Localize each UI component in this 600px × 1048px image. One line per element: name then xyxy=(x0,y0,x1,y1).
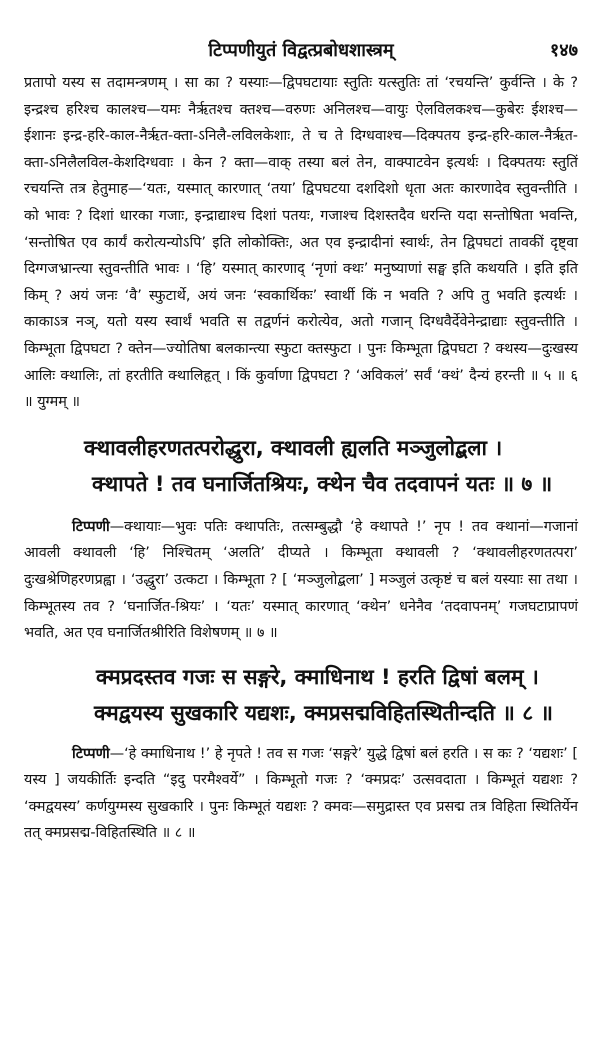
verse-7 xyxy=(24,430,578,502)
tippani-label: टिप्पणी xyxy=(72,518,110,535)
verse-8-line-2: क्मद्वयस्य सुखकारि यद्यशः, क्मप्रसद्मविहितस्थितीन्दति ॥ ८ ॥ xyxy=(94,700,554,725)
running-title: टिप्पणीयुतं विद्वत्प्रबोधशास्त्रम् xyxy=(208,40,394,61)
verse-7-line-1: क्थावलीहरणतत्परोद्धुरा, क्थावली ह्यलति मञ्जुलोद्बला । xyxy=(84,435,503,460)
verse-7-line-2: क्थापते ! तव घनार्जितश्रियः, क्थेन चैव तदवापनं यतः ॥ ७ ॥ xyxy=(92,471,553,496)
commentary-paragraph-3 xyxy=(24,741,578,847)
tippani-label: टिप्पणी xyxy=(72,745,110,762)
commentary-text: —‘हे क्माधिनाथ !’ हे नृपते ! तव स गजः ‘सङ्गरे’ युद्धे द्विषां बलं हरति । स कः ? ‘यद्यशः’ [ यस्य ] जयकीर्तिः इन्दति “इदु परमैश्वर्ये” । किम्भूतो गजः ? ‘क्मप्रदः’ उत्सवदाता । किम्भूतं यद्यशः ? ‘क्मद्वयस्य’ कर्णयुग्मस्य सुखकारि । पुनः किम्भूतं यद्यशः ? क्मवः—समुद्रास्त एव प्रसद्म तत्र विहिता स्थितिर्येन तत् क्मप्रसद्म-विहितस्थिति ॥ ८ ॥ xyxy=(24,745,578,842)
page-number: १४७ xyxy=(549,40,578,61)
commentary-text: —क्थायाः—भुवः पतिः क्थापतिः, तत्सम्बुद्धौ ‘हे क्थापते !’ नृप ! तव क्थानां—गजानां आवली क्थावली ‘हि’ निश्चितम् ‘अलति’ दीप्यते । किम्भूता क्थावली ? ‘क्थावलीहरणतत्परा’ दुःखश्रेणिहरणप्रह्वा । ‘उद्धुरा’ उत्कटा । किम्भूता ? [ ‘मञ्जुलोद्बला’ ] मञ्जुलं उत्कृष्टं च बलं यस्याः सा तथा । किम्भूतस्य तव ? ‘घनार्जित-श्रियः’ । ‘यतः’ यस्मात् कारणात् ‘क्थेन’ धनेनैव ‘तदवापनम्’ गजघटाप्रापणं भवति, अत एव घनार्जितश्रीरिति विशेषणम् ॥ ७ ॥ xyxy=(24,518,578,642)
verse-8-line-1: क्मप्रदस्तव गजः स सङ्गरे, क्माधिनाथ ! हरति द्विषां बलम् । xyxy=(96,664,539,689)
commentary-paragraph-2 xyxy=(24,514,578,647)
verse-8 xyxy=(24,659,578,731)
page-header xyxy=(24,30,578,70)
commentary-paragraph-1: प्रतापो यस्य स तदामन्त्रणम् । सा का ? यस्याः—द्विपघटायाः स्तुतिः यत्स्तुतिः तां ‘रचयन्ति’ कुर्वन्ति । के ? इन्द्रश्च हरिश्च कालश्च—यमः नैर्ऋतश्च क्तश्च—वरुणः अनिलश्च—वायुः ऐलविलकश्च—कुबेरः ईशश्च—ईशानः इन्द्र-हरि-काल-नैर्ऋत-क्ता-ऽनिलै-लविलकेशाः, ते च ते दिग्धवाश्च—दिक्पतय इन्द्र-हरि-काल-नैर्ऋत-क्ता-ऽनिलैलविल-केशदिग्धवाः । केन ? क्ता—वाक् तस्या बलं तेन, वाक्पाटवेन इत्यर्थः । दिक्पतयः स्तुतिं रचयन्ति तत्र हेतुमाह—‘यतः, यस्मात् कारणात् ‘तया’ द्विपघटया दशदिशो धृता अतः कारणादेव स्तुवन्तीति । को भावः ? दिशां धारका गजाः, इन्द्राद्याश्च दिशां पतयः, गजाश्च दिशस्तदैव धरन्ति यदा सन्तोषिता भवन्ति, ‘सन्तोषित एव कार्यं करोत्यन्योऽपि’ इति लोकोक्तिः, अत एव इन्द्रादीनां स्वार्थः, तेन द्विपघटां तावकीं दृष्ट्वा दिग्गजभ्रान्त्या स्तुवन्तीति भावः । ‘हि’ यस्मात् कारणाद् ‘नृणां क्थः’ मनुष्याणां सङ्घ इति कथयति । इति इति किम् ? अयं जनः ‘वै’ स्फुटार्थे, अयं जनः ‘स्वकार्थिकः’ स्वार्थी किं न भवति ? अपि तु भवति इत्यर्थः । काकाऽत्र नञ्, यतो यस्य स्वार्थं भवति स तद्वर्णनं करोत्येव, अतो गजान् दिग्धवैर्देवेनेन्द्राद्याः स्तुवन्तीति । किम्भूता द्विपघटा ? क्तेन—ज्योतिषा बलकान्त्या स्फुटा क्तस्फुटा । पुनः किम्भूता द्विपघटा ? क्थस्य—दुःखस्य आलिः क्थालिः, तां हरतीति क्थालिहृत् । किं कुर्वाणा द्विपघटा ? ‘अविकलं’ सर्वं ‘क्थं’ दैन्यं हरन्ती ॥ ५ ॥ ६ ॥ युग्मम् ॥ xyxy=(24,75,578,411)
